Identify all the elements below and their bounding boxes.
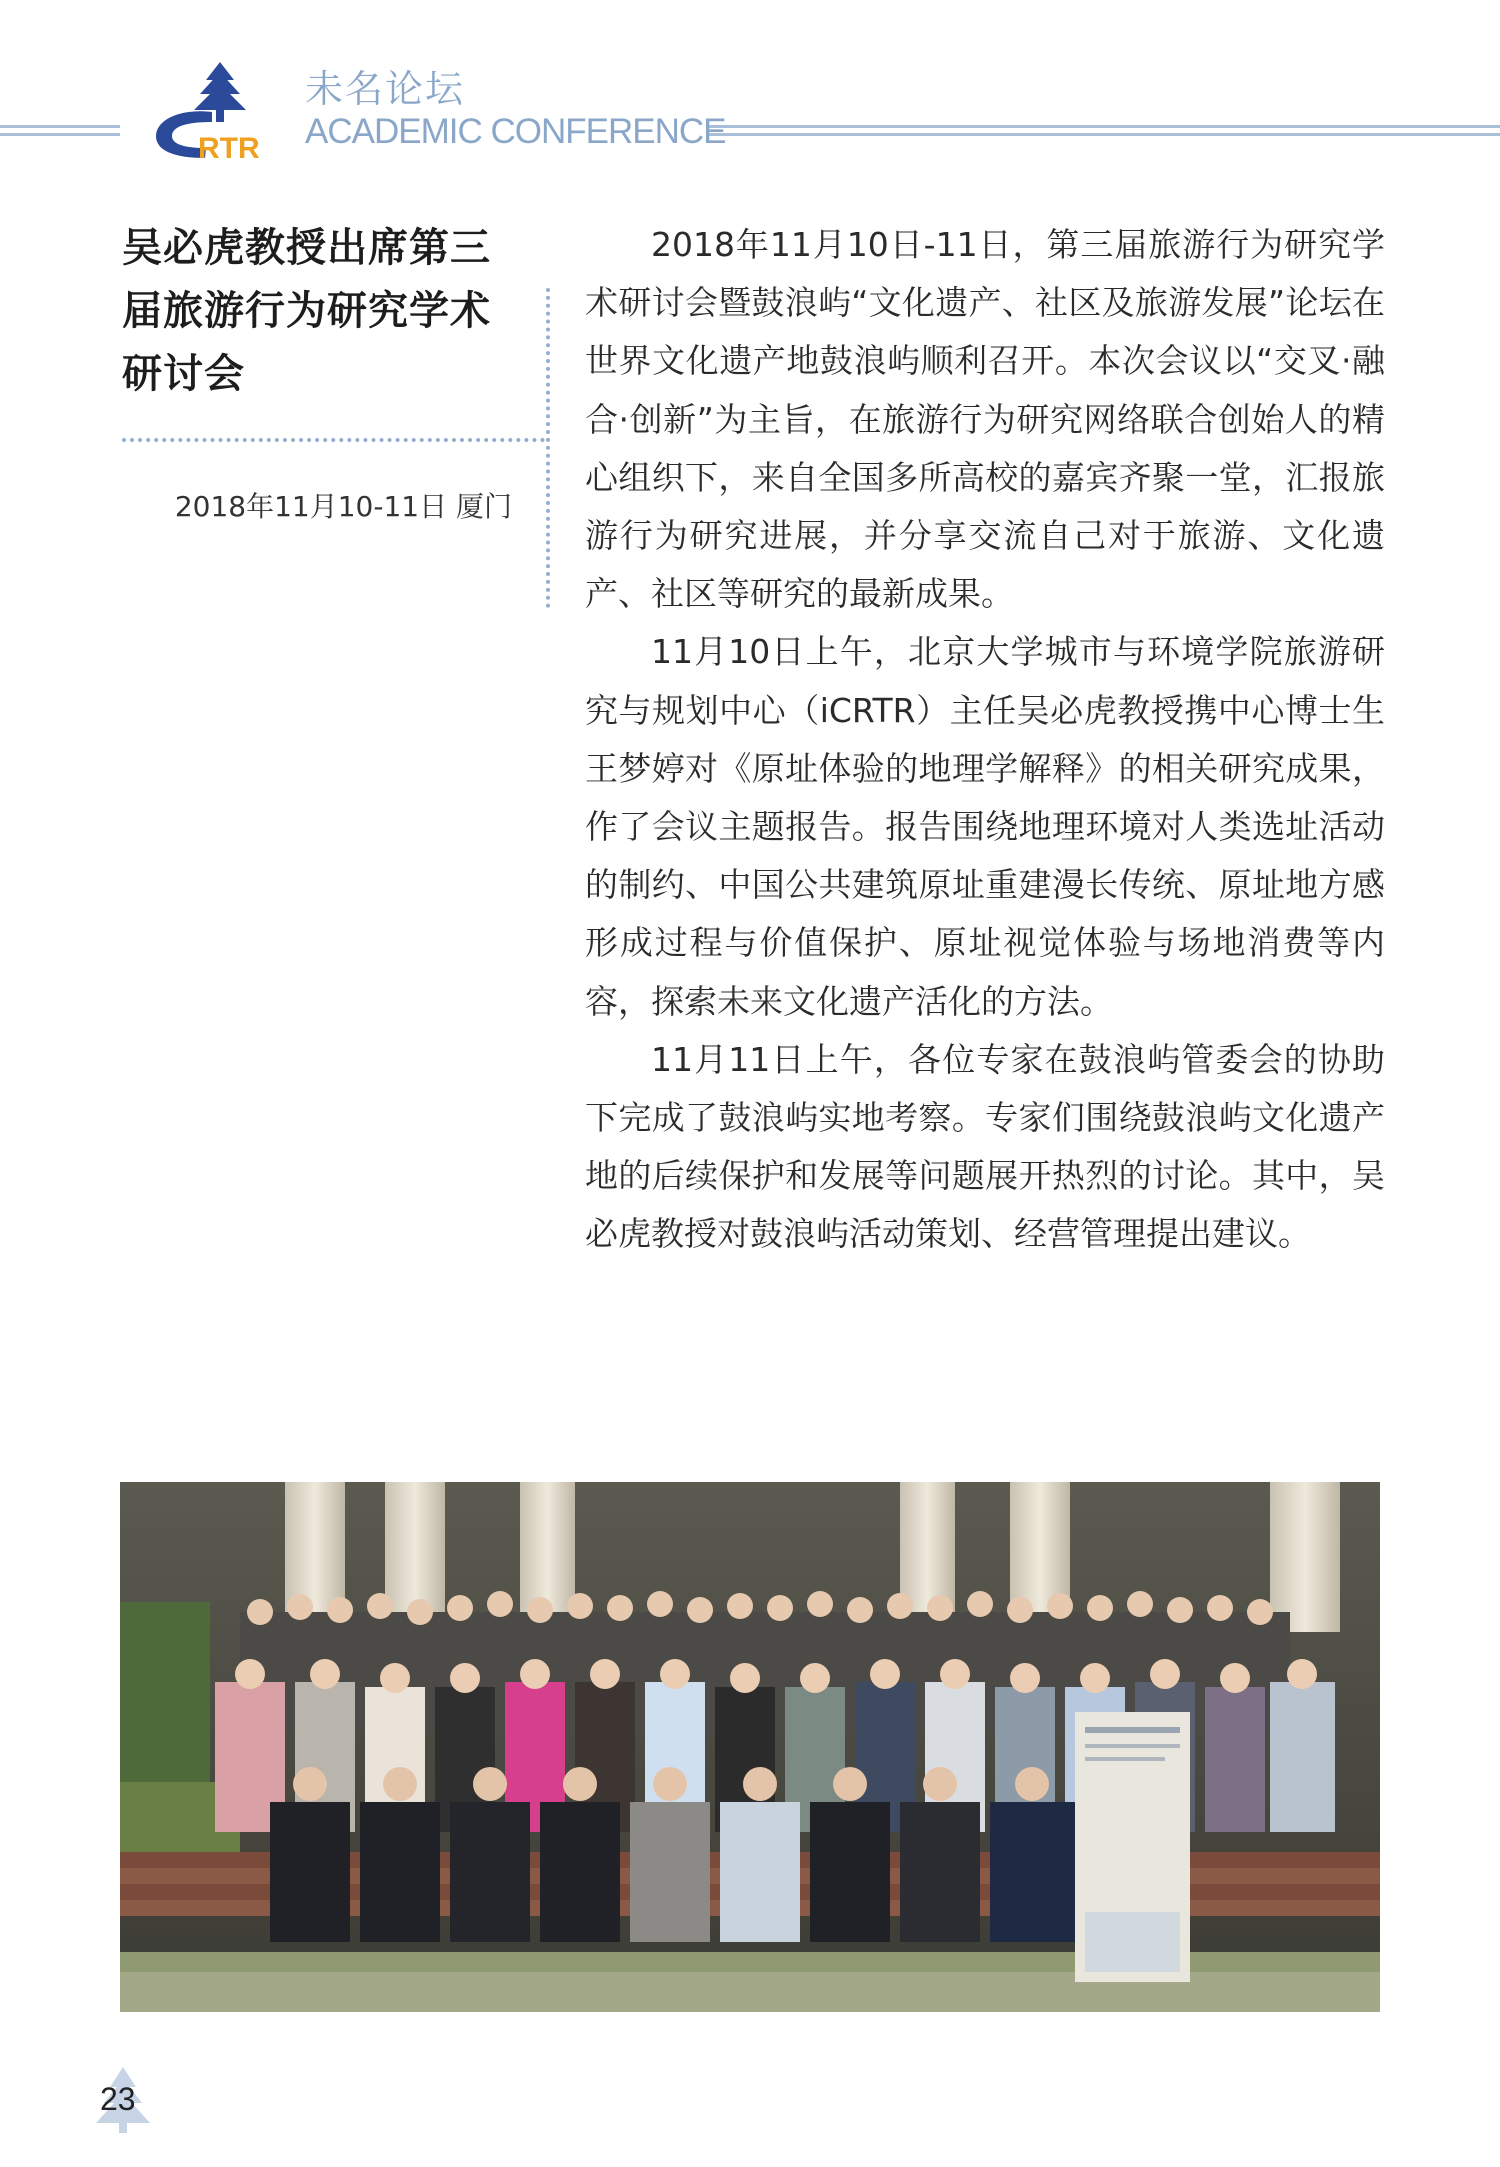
- body-paragraph: 11月10日上午，北京大学城市与环境学院旅游研究与规划中心（iCRTR）主任吴必虎教授携中心博士生王梦婷对《原址体验的地理学解释》的相关研究成果，作了会议主题报告。报告围绕地理环境对人类选址活动的制约、中国公共建筑原址重建漫长传统、原址地方感形成过程与价值保护、原址视觉体验与场地消费等内容，探索未来文化遗产活化的方法。: [585, 632, 1385, 1021]
- header-rule: [0, 125, 120, 128]
- crtr-logo: [150, 60, 285, 160]
- article-date-place: 2018年11月10-11日 厦门: [174, 490, 512, 523]
- dotted-divider: [122, 438, 545, 442]
- brand-chinese: 未名论坛: [305, 67, 466, 111]
- body-paragraph: 11月11日上午，各位专家在鼓浪屿管委会的协助下完成了鼓浪屿实地考察。专家们围绕鼓浪屿文化遗产地的后续保护和发展等问题展开热烈的讨论。其中，吴必虎教授对鼓浪屿活动策划、经营管理提出建议。: [585, 1039, 1385, 1254]
- brand-english: ACADEMIC CONFERENCE: [305, 112, 726, 151]
- logo-letters: RTR: [198, 132, 260, 160]
- article-body: [585, 216, 1385, 1264]
- body-paragraph: 2018年11月10日-11日，第三届旅游行为研究学术研讨会暨鼓浪屿“文化遗产、社区及旅游发展”论坛在世界文化遗产地鼓浪屿顺利召开。本次会议以“交叉·融合·创新”为主旨，在旅游行为研究网络联合创始人的精心组织下，来自全国多所高校的嘉宾齐聚一堂，汇报旅游行为研究进展，并分享交流自己对于旅游、文化遗产、社区等研究的最新成果。: [585, 225, 1385, 614]
- article-title: 吴必虎教授出席第三届旅游行为研究学术研讨会: [122, 225, 491, 397]
- header-rule: [0, 133, 120, 136]
- dotted-divider-vertical: [546, 288, 550, 608]
- header-rule: [708, 125, 1500, 128]
- header-rule: [708, 133, 1500, 136]
- group-photo: [120, 1482, 1380, 2012]
- page-number: 23: [100, 2081, 136, 2117]
